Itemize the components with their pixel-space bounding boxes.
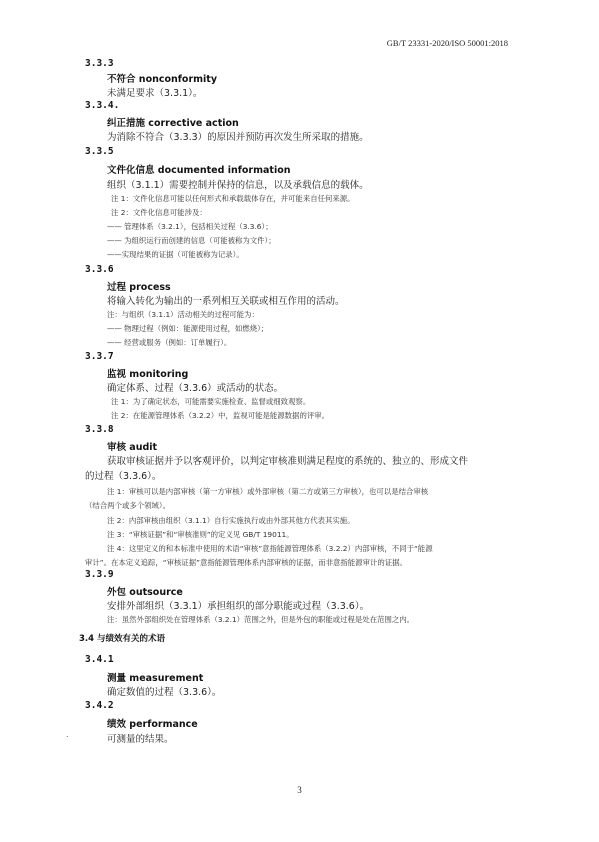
term-definition: 未满足要求（3.3.1）。	[107, 88, 203, 99]
term-note: —— 为组织运行而创建的信息（可能被称为文件）；	[107, 236, 276, 245]
term-title: 过程 process	[107, 282, 171, 293]
term-definition: 将输入转化为输出的一系列相互关联或相互作用的活动。	[107, 296, 345, 307]
term-number: 3.4.2	[85, 700, 114, 711]
term-note-continued: （结合两个或多个领域）。	[85, 501, 170, 510]
term-note: 注 1：审核可以是内部审核（第一方审核）或外部审核（第二方或第三方审核），也可以是结合审核	[107, 487, 429, 496]
term-note: 注 2：在能源管理体系（3.2.2）中，监视可能是能源数据的评审。	[111, 411, 330, 420]
term-number: 3.3.6	[85, 264, 114, 275]
term-definition: 可测量的结果。	[107, 734, 174, 745]
term-definition-continued: 的过程（3.3.6）。	[85, 471, 162, 482]
term-note-continued: 审计”。在本定义追踪，“审核证据”意指能源管理体系内部审核的证据，而非意指能源审计的证据。	[85, 558, 407, 567]
term-note: 注 1：文件化信息可能以任何形式和承载载体存在，并可能来自任何来源。	[111, 194, 355, 203]
term-title: 测量 measurement	[107, 673, 204, 684]
term-note: 注：虽然外部组织处在管理体系（3.2.1）范围之外，但是外包的职能或过程是处在范围之内。	[107, 615, 415, 624]
term-title: 纠正措施 corrective action	[107, 118, 239, 129]
term-note: —— 管理体系（3.2.1），包括相关过程（3.3.6）；	[107, 222, 273, 231]
term-number: 3.3.3	[85, 58, 114, 69]
margin-mark: .	[66, 730, 69, 739]
term-definition: 获取审核证据并予以客观评价，以判定审核准则满足程度的系统的、独立的、形成文件	[107, 456, 469, 467]
term-title: 绩效 performance	[107, 719, 198, 730]
term-definition: 组织（3.1.1）需要控制并保持的信息，以及承载信息的载体。	[107, 180, 369, 191]
term-title: 外包 outsource	[107, 587, 183, 598]
page-number: 3	[297, 785, 302, 795]
term-definition: 确定数值的过程（3.3.6）。	[107, 687, 222, 698]
term-definition: 安排外部组织（3.3.1）承担组织的部分职能或过程（3.3.6）。	[107, 601, 370, 612]
section-heading: 3.4 与绩效有关的术语	[79, 634, 166, 644]
term-definition: 为消除不符合（3.3.3）的原因并预防再次发生所采取的措施。	[107, 132, 369, 143]
term-number: 3.3.9	[85, 569, 114, 580]
term-note: 注：与组织（3.1.1）活动相关的过程可能为：	[107, 310, 259, 319]
term-title: 监视 monitoring	[107, 369, 189, 380]
term-note: —— 物理过程（例如：能源使用过程，如燃烧）；	[107, 324, 269, 333]
term-note: ——实现结果的证据（可能被称为记录）。	[107, 250, 244, 259]
term-note: 注 2：内部审核由组织（3.1.1）自行实施执行或由外部其他方代表其实施。	[107, 516, 355, 525]
term-number: 3.4.1	[85, 654, 114, 665]
term-note: 注 2：文件化信息可能涉及：	[111, 208, 207, 217]
term-number: 3.3.7	[85, 351, 114, 362]
term-definition: 确定体系、过程（3.3.6）或活动的状态。	[107, 383, 284, 394]
term-number: 3.3.5	[85, 146, 114, 157]
term-title: 文件化信息 documented information	[107, 165, 291, 176]
term-note: 注 1：为了确定状态，可能需要实施检查、监督或细致观察。	[111, 397, 311, 406]
term-note: 注 4：这里定义的和本标准中使用的术语“审核”意指能源管理体系（3.2.2）内部审核，不同于“能源	[107, 544, 433, 553]
term-title: 不符合 nonconformity	[107, 74, 218, 85]
term-number: 3.3.4.	[85, 100, 120, 111]
term-number: 3.3.8	[85, 424, 114, 435]
term-note: 注 3：“审核证据”和“审核准则”的定义见 GB/T 19011。	[107, 530, 294, 539]
term-title: 审核 audit	[107, 442, 158, 453]
term-note: —— 经营或服务（例如：订单履行）。	[107, 338, 232, 347]
standard-code-header: GB/T 23331-2020/ISO 50001:2018	[386, 38, 508, 48]
